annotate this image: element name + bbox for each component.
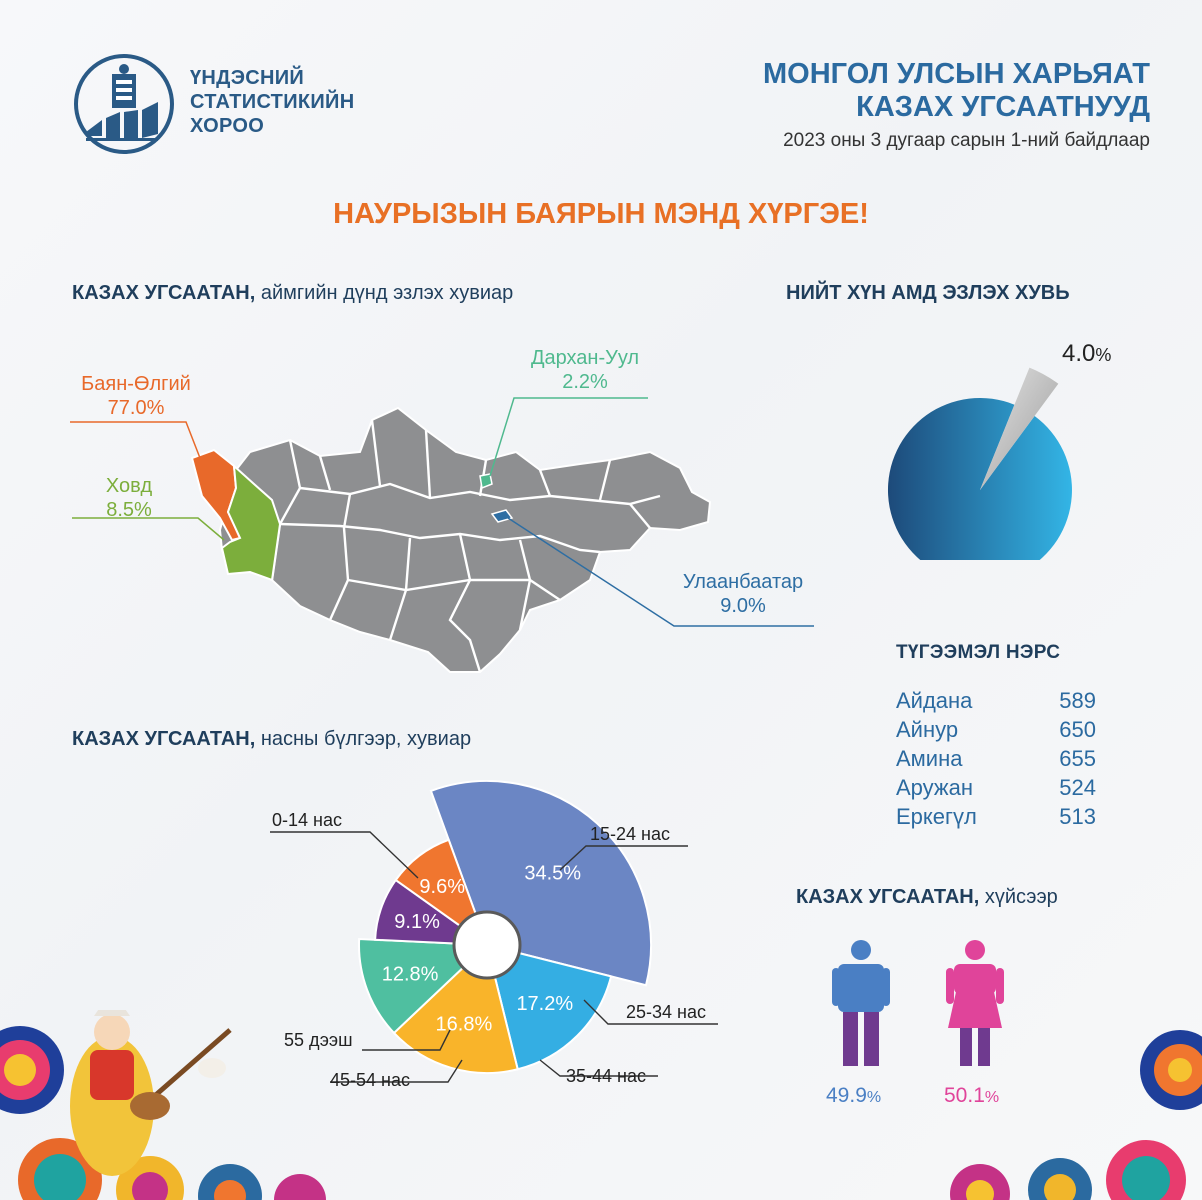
age-slice-label-0: 34.5% [524, 862, 582, 885]
list-item: Айдана 589 [896, 688, 1096, 713]
age-slice-label-1: 17.2% [516, 993, 574, 1016]
performer-illustration [70, 1010, 230, 1176]
age-pie-center [454, 912, 520, 978]
total-rest-slice [888, 398, 1072, 560]
age-slice-label-5: 9.6% [419, 876, 465, 899]
list-item: Еркегүл 513 [896, 804, 1096, 829]
page-title: МОНГОЛ УЛСЫН ХАРЬЯАТ КАЗАХ УГСААТНУУД [763, 58, 1150, 123]
gender-section-heading: КАЗАХ УГСААТАН, хүйсээр [796, 886, 1058, 908]
map-label-khovd: Ховд 8.5% [105, 475, 153, 521]
map-label-bayan-olgii: Баян-Өлгий 77.0% [81, 373, 191, 419]
age-category-label-5: 55 дээш [284, 1030, 353, 1050]
age-category-label-0: 0-14 нас [272, 810, 342, 830]
map-label-ulaanbaatar: Улаанбаатар 9.0% [682, 571, 804, 617]
age-category-label-1: 15-24 нас [590, 824, 670, 844]
greeting-banner: НАУРЫЗЫН БАЯРЫН МЭНД ХҮРГЭЕ! [333, 198, 869, 230]
age-slice-label-3: 12.8% [381, 963, 439, 986]
popular-names-heading: ТҮГЭЭМЭЛ НЭРС [896, 642, 1061, 663]
female-share-value: 50.1% [944, 1084, 1000, 1107]
total-share-value: 4.0% [1062, 340, 1112, 367]
total-share-heading: НИЙТ ХҮН АМД ЭЗЛЭХ ХУВЬ [786, 282, 1070, 304]
age-category-label-4: 45-54 нас [330, 1070, 410, 1090]
total-share-pie [880, 350, 1090, 560]
male-share-value: 49.9% [826, 1084, 882, 1107]
male-icon [826, 940, 896, 1070]
map-label-darkhan-uul: Дархан-Уул 2.2% [530, 347, 640, 393]
ornament-decoration-right [930, 1030, 1202, 1200]
age-category-label-3: 35-44 нас [566, 1066, 646, 1086]
age-slice-label-2: 16.8% [435, 1013, 493, 1036]
age-section-heading: КАЗАХ УГСААТАН, насны бүлгээр, хувиар [72, 728, 472, 750]
popular-names-list [896, 686, 1096, 831]
list-item: Амина 655 [896, 746, 1096, 771]
page-subtitle: 2023 оны 3 дугаар сарын 1-ний байдлаар [783, 130, 1150, 151]
ornament-decoration-left [0, 1010, 330, 1200]
age-category-label-2: 25-34 нас [626, 1002, 706, 1022]
logo-text: ҮНДЭСНИЙ СТАТИСТИКИЙН ХОРОО [190, 67, 355, 137]
age-slice-label-4: 9.1% [394, 910, 440, 933]
list-item: Аружан 524 [896, 775, 1096, 800]
list-item: Айнур 650 [896, 717, 1096, 742]
map-section-heading: КАЗАХ УГСААТАН, аймгийн дүнд эзлэх хувиар [72, 282, 514, 304]
